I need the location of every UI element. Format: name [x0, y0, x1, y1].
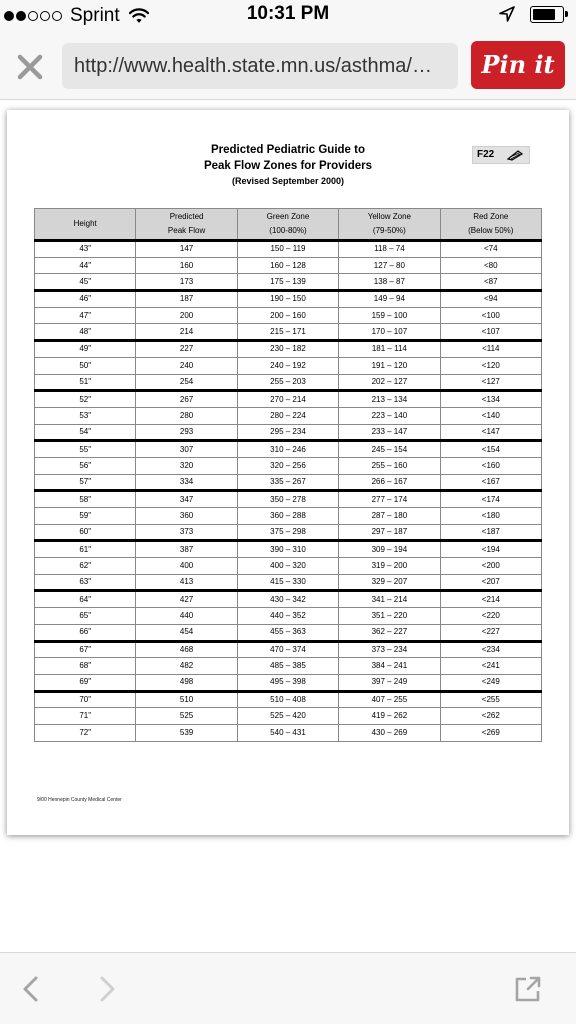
status-bar [0, 0, 576, 32]
table-cell: 233 – 147 [339, 424, 440, 441]
table-cell: <214 [440, 591, 541, 608]
table-row [35, 558, 542, 575]
table-cell: 60" [35, 524, 136, 541]
table-row [35, 674, 542, 691]
table-row [35, 441, 542, 458]
table-cell: 397 – 249 [339, 674, 440, 691]
browser-address-bar [0, 32, 576, 100]
table-cell: 230 – 182 [237, 341, 338, 358]
table-cell: 62" [35, 558, 136, 575]
table-row [35, 724, 542, 741]
table-cell: <200 [440, 558, 541, 575]
pin-it-button[interactable]: Pin it [471, 41, 565, 89]
carrier-name: Sprint [70, 5, 120, 26]
table-cell: 214 [136, 324, 237, 341]
table-body [35, 241, 542, 742]
table-cell: 68" [35, 658, 136, 675]
table-row [35, 524, 542, 541]
table-cell: 58" [35, 491, 136, 508]
table-cell: 310 – 246 [237, 441, 338, 458]
table-cell: 540 – 431 [237, 724, 338, 741]
table-cell: 430 – 342 [237, 591, 338, 608]
table-cell: 384 – 241 [339, 658, 440, 675]
table-row [35, 457, 542, 474]
table-cell: <174 [440, 491, 541, 508]
table-cell: 45" [35, 274, 136, 291]
table-cell: <269 [440, 724, 541, 741]
table-cell: 320 [136, 457, 237, 474]
table-cell: <107 [440, 324, 541, 341]
table-cell: 407 – 255 [339, 691, 440, 708]
table-cell: 213 – 134 [339, 391, 440, 408]
table-cell: 413 [136, 574, 237, 591]
table-cell: <262 [440, 708, 541, 725]
table-row [35, 624, 542, 641]
table-cell: 51" [35, 374, 136, 391]
table-cell: 510 [136, 691, 237, 708]
table-cell: 334 [136, 474, 237, 491]
title-line-2: Peak Flow Zones for Providers [203, 160, 373, 172]
table-cell: 160 – 128 [237, 257, 338, 274]
table-cell: 440 – 352 [237, 608, 338, 625]
table-cell: 267 [136, 391, 237, 408]
table-cell: 525 [136, 708, 237, 725]
table-cell: 53" [35, 407, 136, 424]
table-cell: 539 [136, 724, 237, 741]
table-cell: 71" [35, 708, 136, 725]
table-cell: 375 – 298 [237, 524, 338, 541]
table-row [35, 257, 542, 274]
table-cell: 287 – 180 [339, 508, 440, 525]
table-cell: 65" [35, 608, 136, 625]
table-cell: 70" [35, 691, 136, 708]
table-row [35, 407, 542, 424]
table-cell: 510 – 408 [237, 691, 338, 708]
form-code: F22 [477, 149, 495, 160]
form-code-badge [472, 146, 530, 164]
table-cell: 430 – 269 [339, 724, 440, 741]
table-cell: 362 – 227 [339, 624, 440, 641]
table-cell: 373 [136, 524, 237, 541]
table-cell: <227 [440, 624, 541, 641]
table-row [35, 274, 542, 291]
table-cell: 255 – 203 [237, 374, 338, 391]
table-row [35, 307, 542, 324]
table-cell: 341 – 214 [339, 591, 440, 608]
table-cell: 240 [136, 357, 237, 374]
table-cell: <114 [440, 341, 541, 358]
table-cell: 307 [136, 441, 237, 458]
table-row [35, 357, 542, 374]
table-cell: 390 – 310 [237, 541, 338, 558]
table-cell: 69" [35, 674, 136, 691]
table-cell: 335 – 267 [237, 474, 338, 491]
table-row [35, 608, 542, 625]
table-cell: 159 – 100 [339, 307, 440, 324]
table-cell: 400 – 320 [237, 558, 338, 575]
table-cell: 470 – 374 [237, 641, 338, 658]
table-cell: 223 – 140 [339, 407, 440, 424]
table-cell: 56" [35, 457, 136, 474]
table-cell: <87 [440, 274, 541, 291]
battery-icon [530, 6, 564, 23]
table-cell: 270 – 214 [237, 391, 338, 408]
table-cell: 160 [136, 257, 237, 274]
table-cell: 200 – 160 [237, 307, 338, 324]
table-cell: 525 – 420 [237, 708, 338, 725]
table-cell: 200 [136, 307, 237, 324]
battery-cap [565, 11, 568, 17]
peak-flow-table [34, 208, 542, 742]
table-cell: 138 – 87 [339, 274, 440, 291]
table-cell: <220 [440, 608, 541, 625]
table-cell: 191 – 120 [339, 357, 440, 374]
table-cell: <234 [440, 641, 541, 658]
table-cell: 54" [35, 424, 136, 441]
status-right [498, 5, 564, 23]
table-cell: 295 – 234 [237, 424, 338, 441]
table-cell: 455 – 363 [237, 624, 338, 641]
external-link-icon[interactable] [512, 973, 544, 1005]
title-line-1: Predicted Pediatric Guide to [210, 144, 365, 156]
table-cell: 482 [136, 658, 237, 675]
table-cell: 373 – 234 [339, 641, 440, 658]
table-cell: 468 [136, 641, 237, 658]
battery-level [533, 9, 555, 20]
table-cell: 66" [35, 624, 136, 641]
table-cell: <160 [440, 457, 541, 474]
table-cell: 427 [136, 591, 237, 608]
page-content[interactable] [0, 100, 576, 952]
table-cell: <147 [440, 424, 541, 441]
table-cell: 57" [35, 474, 136, 491]
table-cell: 309 – 194 [339, 541, 440, 558]
browser-toolbar [0, 952, 576, 1024]
table-cell: 67" [35, 641, 136, 658]
table-cell: 255 – 160 [339, 457, 440, 474]
table-cell: 440 [136, 608, 237, 625]
table-cell: 127 – 80 [339, 257, 440, 274]
table-header-row [35, 209, 542, 241]
table-cell: 190 – 150 [237, 291, 338, 308]
table-cell: 240 – 192 [237, 357, 338, 374]
table-cell: 50" [35, 357, 136, 374]
table-row [35, 374, 542, 391]
table-cell: <180 [440, 508, 541, 525]
table-cell: 254 [136, 374, 237, 391]
table-cell: 245 – 154 [339, 441, 440, 458]
table-cell: 175 – 139 [237, 274, 338, 291]
table-cell: 415 – 330 [237, 574, 338, 591]
table-cell: 61" [35, 541, 136, 558]
table-cell: 181 – 114 [339, 341, 440, 358]
table-cell: 387 [136, 541, 237, 558]
table-cell: 360 – 288 [237, 508, 338, 525]
table-cell: <249 [440, 674, 541, 691]
column-header: Red Zone (Below 50%) [440, 209, 541, 241]
close-icon[interactable] [12, 49, 48, 85]
table-cell: 266 – 167 [339, 474, 440, 491]
table-cell: <74 [440, 241, 541, 258]
table-cell: 149 – 94 [339, 291, 440, 308]
chevron-right-icon[interactable] [90, 973, 122, 1005]
table-row [35, 574, 542, 591]
table-cell: 227 [136, 341, 237, 358]
table-cell: 495 – 398 [237, 674, 338, 691]
table-cell: 44" [35, 257, 136, 274]
table-cell: <207 [440, 574, 541, 591]
table-cell: 52" [35, 391, 136, 408]
table-cell: <80 [440, 257, 541, 274]
table-cell: <127 [440, 374, 541, 391]
table-cell: 293 [136, 424, 237, 441]
table-row [35, 641, 542, 658]
table-cell: 202 – 127 [339, 374, 440, 391]
table-cell: 173 [136, 274, 237, 291]
table-cell: <120 [440, 357, 541, 374]
table-cell: 351 – 220 [339, 608, 440, 625]
table-row [35, 541, 542, 558]
table-cell: 419 – 262 [339, 708, 440, 725]
table-cell: 280 [136, 407, 237, 424]
table-cell: 320 – 256 [237, 457, 338, 474]
table-cell: 347 [136, 491, 237, 508]
table-cell: 187 [136, 291, 237, 308]
location-arrow-icon [498, 5, 516, 23]
table-cell: 215 – 171 [237, 324, 338, 341]
table-cell: 63" [35, 574, 136, 591]
table-row [35, 658, 542, 675]
table-cell: <94 [440, 291, 541, 308]
table-cell: 150 – 119 [237, 241, 338, 258]
table-cell: 43" [35, 241, 136, 258]
table-cell: 319 – 200 [339, 558, 440, 575]
table-cell: 280 – 224 [237, 407, 338, 424]
table-row [35, 241, 542, 258]
table-row [35, 291, 542, 308]
table-cell: 47" [35, 307, 136, 324]
table-cell: 48" [35, 324, 136, 341]
table-row [35, 591, 542, 608]
table-row [35, 424, 542, 441]
table-cell: <154 [440, 441, 541, 458]
table-cell: 297 – 187 [339, 524, 440, 541]
table-row [35, 491, 542, 508]
table-row [35, 508, 542, 525]
table-cell: 454 [136, 624, 237, 641]
table-cell: 46" [35, 291, 136, 308]
table-row [35, 324, 542, 341]
column-header: Yellow Zone (79-50%) [339, 209, 440, 241]
revised-date: (Revised September 2000) [231, 176, 345, 186]
clock: 10:31 PM [246, 3, 330, 24]
url-field[interactable]: http://www.health.state.mn.us/asthma/… [62, 43, 458, 89]
column-header: Green Zone (100-80%) [237, 209, 338, 241]
table-cell: 170 – 107 [339, 324, 440, 341]
table-cell: 485 – 385 [237, 658, 338, 675]
table-cell: <134 [440, 391, 541, 408]
table-cell: 498 [136, 674, 237, 691]
table-cell: <187 [440, 524, 541, 541]
table-row [35, 708, 542, 725]
table-cell: 277 – 174 [339, 491, 440, 508]
table-row [35, 341, 542, 358]
table-cell: <194 [440, 541, 541, 558]
table-cell: 147 [136, 241, 237, 258]
table-cell: <241 [440, 658, 541, 675]
table-cell: 59" [35, 508, 136, 525]
column-header: Predicted Peak Flow [136, 209, 237, 241]
document-footer: 9/00 Hennepin County Medical Center [37, 797, 122, 803]
table-cell: 64" [35, 591, 136, 608]
column-header: Height [35, 209, 136, 241]
document-page [7, 110, 569, 835]
table-cell: <255 [440, 691, 541, 708]
table-cell: 72" [35, 724, 136, 741]
pencil-icon [506, 149, 524, 161]
table-cell: 49" [35, 341, 136, 358]
table-row [35, 474, 542, 491]
table-cell: 360 [136, 508, 237, 525]
table-cell: 329 – 207 [339, 574, 440, 591]
table-cell: <140 [440, 407, 541, 424]
table-row [35, 391, 542, 408]
chevron-left-icon[interactable] [16, 973, 48, 1005]
table-cell: 400 [136, 558, 237, 575]
table-cell: 350 – 278 [237, 491, 338, 508]
table-cell: <167 [440, 474, 541, 491]
table-cell: 118 – 74 [339, 241, 440, 258]
table-cell: 55" [35, 441, 136, 458]
table-cell: <100 [440, 307, 541, 324]
table-row [35, 691, 542, 708]
